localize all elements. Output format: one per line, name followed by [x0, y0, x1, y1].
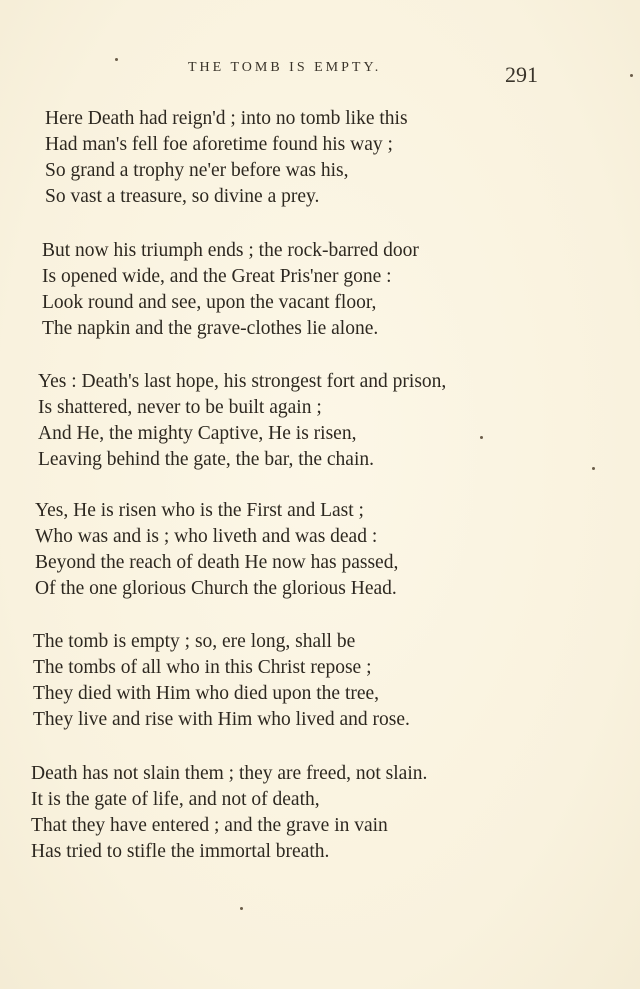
poem-line: They died with Him who died upon the tree,	[33, 683, 380, 704]
paper-speck	[115, 58, 118, 61]
poem-line: Is shattered, never to be built again ;	[38, 397, 322, 418]
poem-line: Of the one glorious Church the glorious Head.	[35, 578, 397, 599]
poem-line: But now his triumph ends ; the rock-barred door	[42, 240, 419, 261]
paper-speck	[592, 467, 595, 470]
poem-line: Look round and see, upon the vacant floor,	[42, 292, 377, 313]
poem-line: Yes : Death's last hope, his strongest fort and prison,	[38, 371, 447, 392]
poem-line: Has tried to stifle the immortal breath.	[31, 841, 330, 862]
poem-line: The tomb is empty ; so, ere long, shall be	[33, 631, 356, 652]
poem-line: Is opened wide, and the Great Pris'ner gone :	[42, 266, 392, 287]
poem-line: Death has not slain them ; they are freed, not slain.	[31, 763, 428, 784]
paper-speck	[630, 74, 633, 77]
poem-line: Who was and is ; who liveth and was dead :	[35, 526, 378, 547]
poem-line: The tombs of all who in this Christ repose ;	[33, 657, 372, 678]
poem-line: That they have entered ; and the grave in vain	[31, 815, 388, 836]
paper-speck	[480, 436, 483, 439]
poem-line: The napkin and the grave-clothes lie alone.	[42, 318, 379, 339]
poem-line: Yes, He is risen who is the First and Last ;	[35, 500, 364, 521]
running-title: THE TOMB IS EMPTY.	[188, 60, 382, 75]
poem-line: Had man's fell foe aforetime found his way ;	[45, 134, 393, 155]
poem-line: So vast a treasure, so divine a prey.	[45, 186, 320, 207]
poem-line: They live and rise with Him who lived and rose.	[33, 709, 410, 730]
page-number: 291	[505, 62, 538, 87]
poem-line: Beyond the reach of death He now has passed,	[35, 552, 399, 573]
poem-line: Here Death had reign'd ; into no tomb like this	[45, 108, 408, 129]
paper-speck	[240, 907, 243, 910]
poem-line: Leaving behind the gate, the bar, the chain.	[38, 449, 375, 470]
poem-line: So grand a trophy ne'er before was his,	[45, 160, 349, 181]
poem-line: It is the gate of life, and not of death,	[31, 789, 320, 810]
poem-line: And He, the mighty Captive, He is risen,	[38, 423, 357, 444]
